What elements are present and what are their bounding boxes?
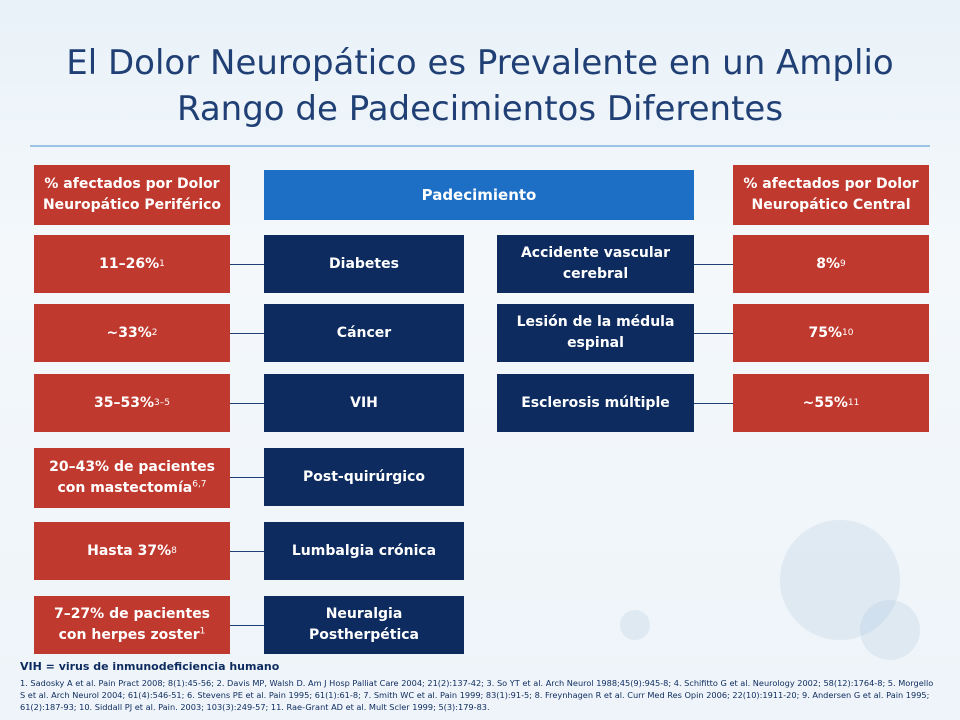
value-text: 20–43% de pacientes con mastectomía: [49, 459, 215, 496]
peripheral-value: [34, 448, 230, 508]
value-text: 35–53%: [94, 394, 155, 411]
central-value: 75% 10: [733, 304, 929, 362]
peripheral-condition: VIH: [264, 374, 464, 432]
title-line-2: Rango de Padecimientos Diferentes: [176, 89, 784, 129]
peripheral-header: % afectados por Dolor Neuropático Periférico: [34, 165, 230, 225]
value-text: Hasta 37%: [87, 542, 172, 559]
value-text: 8%: [816, 255, 841, 272]
central-header: % afectados por Dolor Neuropático Central: [733, 165, 929, 225]
condition-header: Padecimiento: [264, 170, 694, 220]
page-title: [0, 40, 960, 132]
value-text: 75%: [808, 324, 843, 341]
background-bubble: [860, 600, 920, 660]
peripheral-condition: Lumbalgia crónica: [264, 522, 464, 580]
connector-line: [230, 625, 264, 626]
connector-line: [230, 264, 264, 265]
peripheral-condition: Neuralgia Postherpética: [264, 596, 464, 654]
central-condition: Lesión de la médula espinal: [497, 304, 694, 362]
peripheral-value: Hasta 37% 8: [34, 522, 230, 580]
value-text: ~55%: [802, 394, 848, 411]
connector-line: [694, 403, 733, 404]
value-text: ~33%: [106, 324, 152, 341]
abbreviation-note: VIH = virus de inmunodeficiencia humano: [20, 660, 280, 673]
peripheral-value: [34, 596, 230, 654]
peripheral-value: ~33% 2: [34, 304, 230, 362]
value-text: 7–27% de pacientes con herpes zoster: [53, 606, 211, 643]
peripheral-condition: Diabetes: [264, 235, 464, 293]
connector-line: [230, 477, 264, 478]
value-text: 11–26%: [99, 255, 160, 272]
peripheral-value: 35–53% 3–5: [34, 374, 230, 432]
central-condition: Accidente vascular cerebral: [497, 235, 694, 293]
peripheral-condition: Post-quirúrgico: [264, 448, 464, 506]
central-condition: Esclerosis múltiple: [497, 374, 694, 432]
connector-line: [230, 551, 264, 552]
central-value: ~55% 11: [733, 374, 929, 432]
peripheral-condition: Cáncer: [264, 304, 464, 362]
title-line-1: El Dolor Neuropático es Prevalente en un Amplio: [66, 43, 894, 83]
peripheral-value: 11–26% 1: [34, 235, 230, 293]
connector-line: [694, 333, 733, 334]
ref-superscript: 6,7: [192, 479, 207, 490]
references: 1. Sadosky A et al. Pain Pract 2008; 8(1):45-56; 2. Davis MP, Walsh D. Am J Hosp Palliat Care 2004; 21(2):137-42; 3. So YT et al. Arch Neurol 1988;45(9):945-8; 4. Schifitto G et al. Neurology 2002; 58(12):1764-8; 5. Morgello S et al. Arch Neurol 2004; 61(4):546-51; 6. Stevens PE et al. Pain 1995; 61(1):61-8; 7. Smith WC et al. Pain 1999; 83(1):91-5; 8. Freynhagen R et al. Curr Med Res Opin 2006; 22(10):1911-20; 9. Andersen G et al. Pain 1995; 61(2):187-93; 10. Siddall PJ et al. Pain. 2003; 103(3):249-57; 11. Rae-Grant AD et al. Mult Scler 1999; 5(3):179-83.: [20, 678, 934, 712]
connector-line: [694, 264, 733, 265]
ref-superscript: 1: [199, 626, 206, 637]
central-value: 8% 9: [733, 235, 929, 293]
background-bubble: [620, 610, 650, 640]
title-divider: [30, 145, 930, 147]
connector-line: [230, 403, 264, 404]
connector-line: [230, 333, 264, 334]
